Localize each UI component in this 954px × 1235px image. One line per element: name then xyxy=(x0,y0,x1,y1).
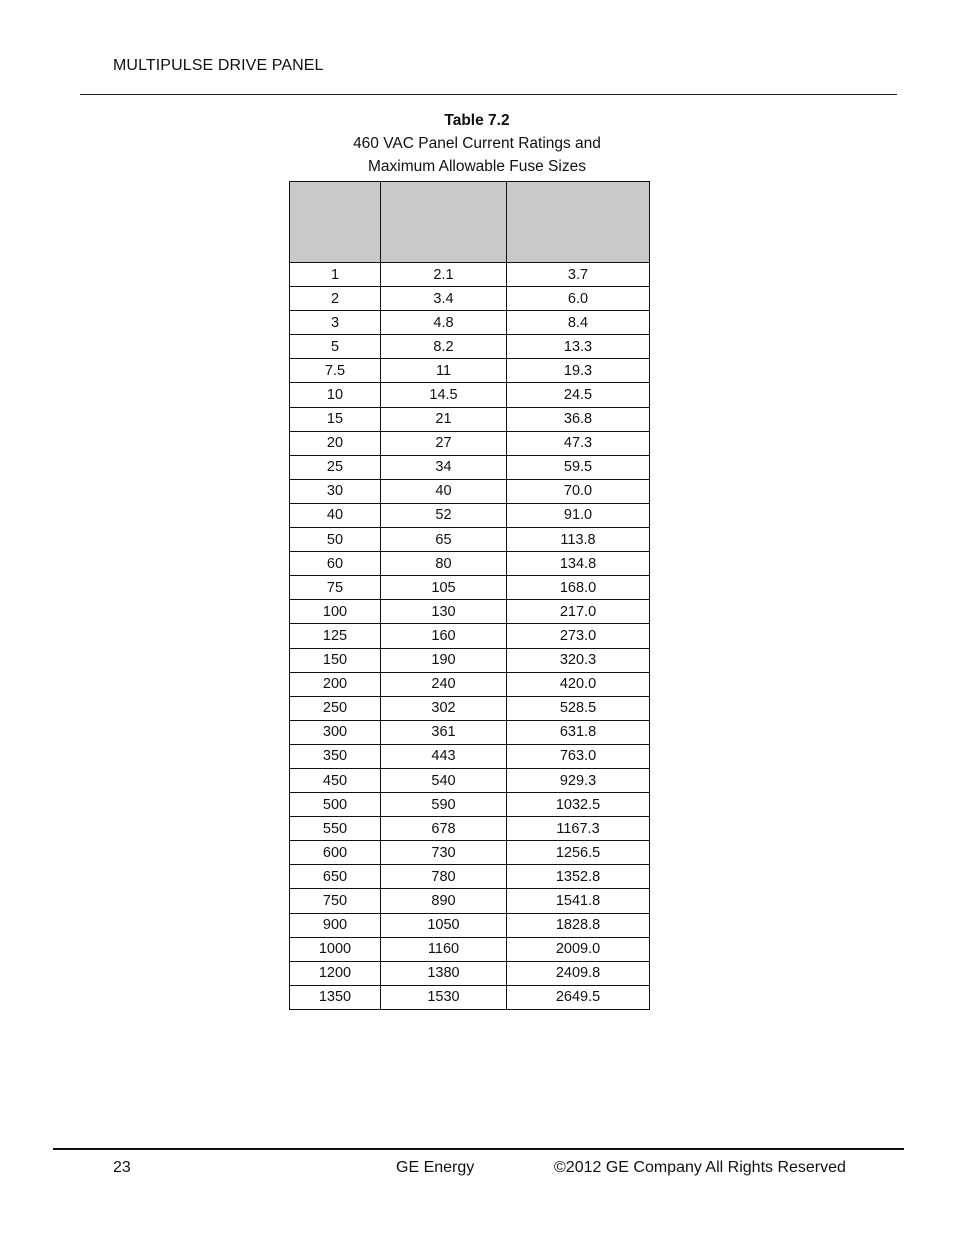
table-cell: 650 xyxy=(290,865,381,889)
table-caption-line-2: Maximum Allowable Fuse Sizes xyxy=(368,158,586,175)
table-row xyxy=(290,431,650,455)
table-cell: 27 xyxy=(381,431,507,455)
table-cell: 590 xyxy=(381,793,507,817)
table-cell: 21 xyxy=(381,407,507,431)
table-cell: 34 xyxy=(381,455,507,479)
table-caption-line-1: 460 VAC Panel Current Ratings and xyxy=(353,135,601,152)
table-cell: 168.0 xyxy=(507,576,650,600)
table-row xyxy=(290,600,650,624)
table-row xyxy=(290,311,650,335)
table-cell: 130 xyxy=(381,600,507,624)
table-cell: 59.5 xyxy=(507,455,650,479)
table-cell: 750 xyxy=(290,889,381,913)
header-divider xyxy=(80,94,897,95)
table-cell: 1000 xyxy=(290,937,381,961)
table-cell: 500 xyxy=(290,793,381,817)
table-row xyxy=(290,407,650,431)
table-cell: 900 xyxy=(290,913,381,937)
table-cell: 350 xyxy=(290,744,381,768)
footer-page-number: 23 xyxy=(113,1159,131,1176)
table-row xyxy=(290,624,650,648)
table-row xyxy=(290,528,650,552)
table-cell: 19.3 xyxy=(507,359,650,383)
table-cell: 600 xyxy=(290,841,381,865)
table-cell: 20 xyxy=(290,431,381,455)
ratings-table xyxy=(289,181,650,1010)
table-cell: 2009.0 xyxy=(507,937,650,961)
table-cell: 300 xyxy=(290,720,381,744)
table-cell: 1828.8 xyxy=(507,913,650,937)
table-row xyxy=(290,696,650,720)
table-cell: 80 xyxy=(381,552,507,576)
table-cell: 302 xyxy=(381,696,507,720)
table-cell: 24.5 xyxy=(507,383,650,407)
table-cell: 2.1 xyxy=(381,263,507,287)
table-row xyxy=(290,961,650,985)
table-cell: 763.0 xyxy=(507,744,650,768)
table-cell: 200 xyxy=(290,672,381,696)
table-row xyxy=(290,576,650,600)
table-cell: 40 xyxy=(381,479,507,503)
table-cell: 1 xyxy=(290,263,381,287)
table-header-cell xyxy=(507,182,650,263)
table-cell: 25 xyxy=(290,455,381,479)
table-cell: 450 xyxy=(290,768,381,792)
table-cell: 1530 xyxy=(381,985,507,1009)
table-cell: 15 xyxy=(290,407,381,431)
table-cell: 240 xyxy=(381,672,507,696)
table-cell: 5 xyxy=(290,335,381,359)
table-row xyxy=(290,287,650,311)
footer-divider xyxy=(53,1148,904,1150)
footer-company: GE Energy xyxy=(396,1159,475,1176)
table-row xyxy=(290,720,650,744)
table-cell: 3.4 xyxy=(381,287,507,311)
table-row xyxy=(290,672,650,696)
table-cell: 113.8 xyxy=(507,528,650,552)
table-cell: 60 xyxy=(290,552,381,576)
table-caption-title: Table 7.2 xyxy=(444,112,510,129)
footer-copyright: ©2012 GE Company All Rights Reserved xyxy=(554,1159,846,1176)
table-cell: 75 xyxy=(290,576,381,600)
table-cell: 52 xyxy=(381,503,507,527)
table-row xyxy=(290,817,650,841)
table-cell: 40 xyxy=(290,503,381,527)
table-row xyxy=(290,335,650,359)
table-row xyxy=(290,744,650,768)
table-cell: 91.0 xyxy=(507,503,650,527)
table-row xyxy=(290,768,650,792)
table-row xyxy=(290,383,650,407)
table-cell: 1380 xyxy=(381,961,507,985)
table-cell: 4.8 xyxy=(381,311,507,335)
table-cell: 2 xyxy=(290,287,381,311)
table-row xyxy=(290,552,650,576)
table-cell: 160 xyxy=(381,624,507,648)
table-row xyxy=(290,359,650,383)
table-cell: 8.4 xyxy=(507,311,650,335)
table-cell: 1167.3 xyxy=(507,817,650,841)
table-cell: 3.7 xyxy=(507,263,650,287)
table-header-cell xyxy=(290,182,381,263)
table-cell: 361 xyxy=(381,720,507,744)
table-cell: 1256.5 xyxy=(507,841,650,865)
table-cell: 30 xyxy=(290,479,381,503)
table-row xyxy=(290,793,650,817)
table-cell: 1350 xyxy=(290,985,381,1009)
table-cell: 2409.8 xyxy=(507,961,650,985)
table-cell: 443 xyxy=(381,744,507,768)
table-cell: 2649.5 xyxy=(507,985,650,1009)
table-cell: 125 xyxy=(290,624,381,648)
table-cell: 528.5 xyxy=(507,696,650,720)
table-cell: 678 xyxy=(381,817,507,841)
table-row xyxy=(290,479,650,503)
table-cell: 631.8 xyxy=(507,720,650,744)
table-cell: 550 xyxy=(290,817,381,841)
table-cell: 1160 xyxy=(381,937,507,961)
table-cell: 65 xyxy=(381,528,507,552)
table-cell: 1541.8 xyxy=(507,889,650,913)
table-cell: 150 xyxy=(290,648,381,672)
table-cell: 6.0 xyxy=(507,287,650,311)
table-cell: 730 xyxy=(381,841,507,865)
table-cell: 1050 xyxy=(381,913,507,937)
table-cell: 929.3 xyxy=(507,768,650,792)
table-cell: 217.0 xyxy=(507,600,650,624)
table-cell: 50 xyxy=(290,528,381,552)
table-body xyxy=(290,263,650,1010)
table-cell: 540 xyxy=(381,768,507,792)
table-header-cell xyxy=(381,182,507,263)
table-cell: 105 xyxy=(381,576,507,600)
table-cell: 250 xyxy=(290,696,381,720)
table-row xyxy=(290,985,650,1009)
table-header xyxy=(290,182,650,263)
table-cell: 1032.5 xyxy=(507,793,650,817)
table-cell: 14.5 xyxy=(381,383,507,407)
table-cell: 13.3 xyxy=(507,335,650,359)
table-cell: 100 xyxy=(290,600,381,624)
table-row xyxy=(290,263,650,287)
table-cell: 36.8 xyxy=(507,407,650,431)
table-cell: 273.0 xyxy=(507,624,650,648)
table-cell: 190 xyxy=(381,648,507,672)
table-row xyxy=(290,648,650,672)
table-row xyxy=(290,841,650,865)
table-cell: 3 xyxy=(290,311,381,335)
table-cell: 134.8 xyxy=(507,552,650,576)
table-cell: 1352.8 xyxy=(507,865,650,889)
table-cell: 8.2 xyxy=(381,335,507,359)
table-cell: 780 xyxy=(381,865,507,889)
table-cell: 11 xyxy=(381,359,507,383)
table-cell: 10 xyxy=(290,383,381,407)
table-row xyxy=(290,503,650,527)
table-cell: 320.3 xyxy=(507,648,650,672)
page-header-title: MULTIPULSE DRIVE PANEL xyxy=(113,57,324,74)
table-cell: 890 xyxy=(381,889,507,913)
table-row xyxy=(290,913,650,937)
table-row xyxy=(290,889,650,913)
table-cell: 420.0 xyxy=(507,672,650,696)
table-cell: 1200 xyxy=(290,961,381,985)
table-cell: 47.3 xyxy=(507,431,650,455)
table-row xyxy=(290,937,650,961)
table-cell: 70.0 xyxy=(507,479,650,503)
table-row xyxy=(290,455,650,479)
table-cell: 7.5 xyxy=(290,359,381,383)
table-row xyxy=(290,865,650,889)
